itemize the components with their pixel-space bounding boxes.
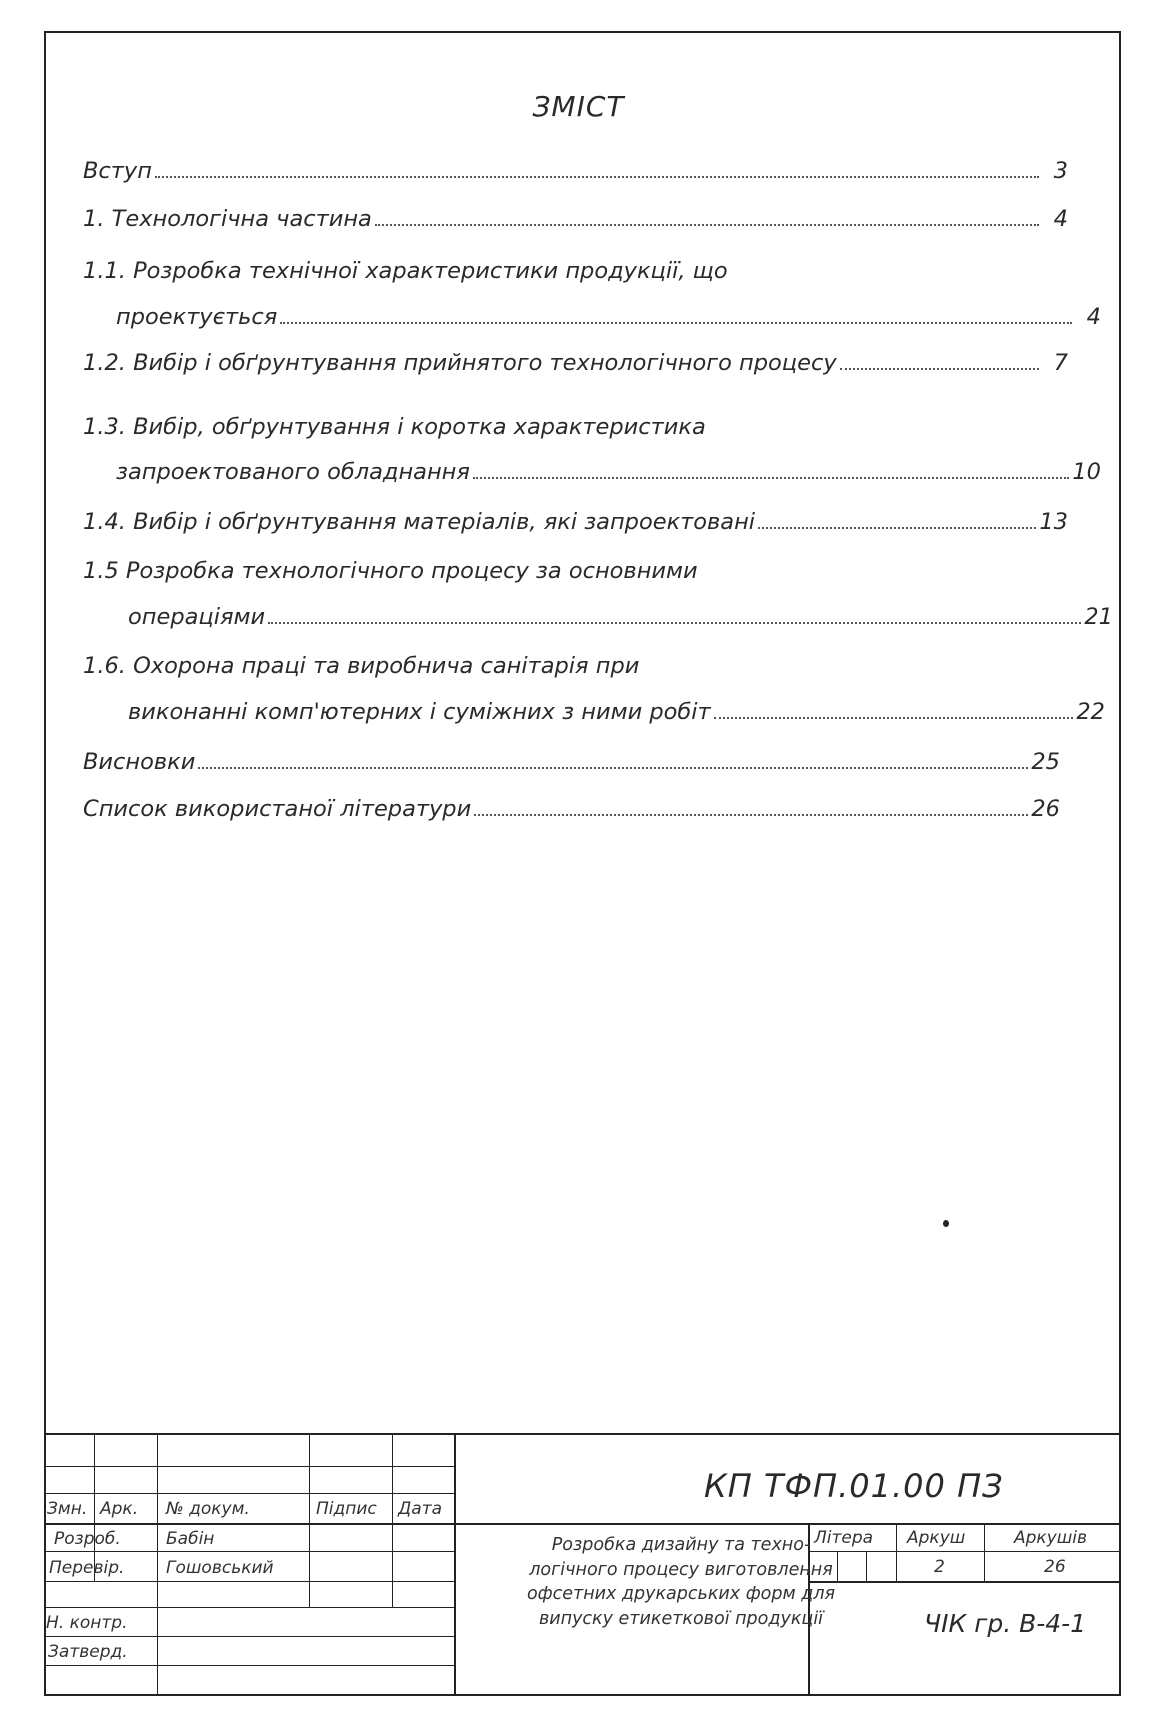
page-title: ЗМІСТ [532,90,625,123]
role-developed: Розроб. [54,1529,121,1549]
toc-entry-text: 1.1. Розробка технічної характеристики продукції, що [83,258,728,284]
sheets-label: Аркушів [1014,1528,1088,1548]
toc-entry-page: 21 [1084,604,1113,630]
toc-entry-page: 3 [1053,158,1068,184]
litera-label: Літера [814,1528,874,1548]
role-norm-control: Н. контр. [46,1613,128,1633]
sheets-count: 26 [1044,1557,1066,1577]
toc-entry [83,650,1105,728]
sheet-label: Аркуш [907,1528,966,1548]
toc-entry [83,155,1068,187]
toc-entry [83,555,1113,633]
toc-entry-text: 1.2. Вибір і обґрунтування прийнятого технологічного процесу [83,350,837,376]
toc-entry [83,203,1068,235]
toc-entry-page: 13 [1039,509,1068,535]
header-doc: № докум. [166,1499,250,1519]
ink-dot [943,1220,949,1227]
toc-entry-continuation: запроектованого обладнання [116,459,470,485]
toc-entry-page: 26 [1031,796,1060,822]
name-developed: Бабін [166,1529,215,1549]
toc-entry-text: Вступ [83,158,152,184]
document-description: Розробка дизайну та техно-логічного процесу виготовлення офсетних друкарських форм для випуску етикеткової продукції [526,1535,836,1629]
title-block [44,1433,1121,1696]
toc-entry-page: 25 [1031,749,1060,775]
role-checked: Перевір. [49,1558,125,1578]
toc-entry-text: 1. Технологічна частина [83,206,372,232]
toc-entry [83,255,1101,333]
toc-entry-text: Список використаної літератури [83,796,472,822]
toc-entry-continuation: виконанні комп'ютерних і суміжних з ними робіт [128,699,711,725]
toc-entry-page: 7 [1053,350,1068,376]
toc-entry-continuation: проектується [116,304,278,330]
toc-entry [83,746,1060,778]
role-approved: Затверд. [48,1642,128,1662]
toc-entry [83,506,1068,538]
toc-entry-text: 1.5 Розробка технологічного процесу за основними [83,558,698,584]
toc-entry-page: 10 [1072,459,1101,485]
name-checked: Гошовський [166,1558,274,1578]
header-sign: Підпис [316,1499,377,1519]
toc-entry [83,411,1101,488]
toc-entry-text: 1.6. Охорона праці та виробнича санітарія при [83,653,640,679]
toc-entry-page: 22 [1076,699,1105,725]
header-ark: Арк. [100,1499,139,1519]
toc-entry [83,793,1060,825]
header-zmn: Змн. [47,1499,88,1519]
toc-entry-page: 4 [1053,206,1068,232]
sheet-number: 2 [934,1557,945,1577]
toc-entry-page: 4 [1086,304,1101,330]
toc-entry-text: Висновки [83,749,196,775]
group-label: ЧІК гр. В-4-1 [924,1609,1087,1638]
toc-entry-continuation: операціями [128,604,266,630]
header-date: Дата [398,1499,443,1519]
document-code: КП ТФП.01.00 ПЗ [704,1467,1004,1505]
toc-entry-text: 1.3. Вибір, обґрунтування і коротка характеристика [83,414,706,440]
toc-entry [83,347,1068,379]
toc-entry-text: 1.4. Вибір і обґрунтування матеріалів, які запроектовані [83,509,756,535]
